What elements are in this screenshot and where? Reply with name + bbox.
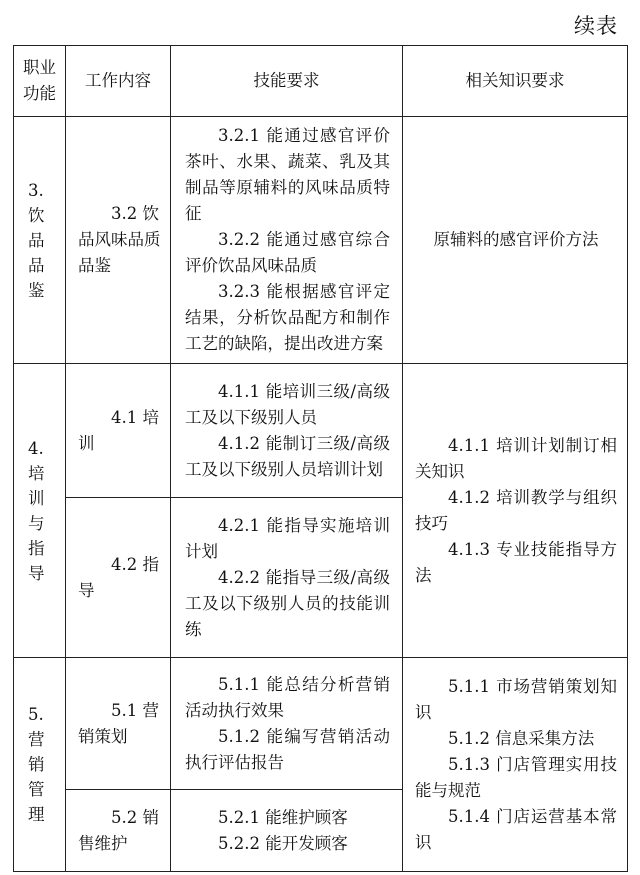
skill-item: 4.2.2 能指导三级/高级工及以下级别人员的技能训练: [185, 567, 390, 639]
table-row: [14, 117, 628, 364]
function-name: 营销管理: [28, 730, 45, 824]
skill-item: 3.2.2 能通过感官综合评价饮品风味品质: [185, 230, 390, 275]
table-row: [14, 658, 628, 790]
skill-item: 5.1.1 能总结分析营销活动执行效果: [185, 674, 390, 720]
function-cell-5: [14, 658, 66, 872]
header-work: 工作内容: [66, 46, 171, 117]
knowledge-item: 4.1.2 培训教学与组织技巧: [415, 487, 617, 533]
function-cell-4: [14, 364, 66, 658]
skill-item: 3.2.1 能通过感官评价茶叶、水果、蔬菜、乳及其制品等原辅料的风味品质特征: [185, 126, 390, 223]
function-cell-3: [14, 117, 66, 364]
skill-cell: [171, 658, 403, 790]
work-cell: 4.1 培训: [66, 364, 171, 498]
function-name: 培训与指导: [28, 463, 45, 583]
knowledge-item: 4.1.3 专业技能指导方法: [415, 539, 617, 585]
work-cell: 5.2 销售维护: [66, 790, 171, 872]
function-name: 饮品品鉴: [28, 205, 45, 300]
knowledge-item: 4.1.1 培训计划制订相关知识: [415, 435, 617, 481]
work-cell: 5.1 营销策划: [66, 658, 171, 790]
table-header-row: [14, 46, 628, 117]
knowledge-item: 5.1.3 门店管理实用技能与规范: [415, 754, 617, 800]
skill-cell: [171, 790, 403, 872]
skill-item: 5.1.2 能编写营销活动执行评估报告: [185, 726, 390, 772]
knowledge-item: 5.1.2 信息采集方法: [448, 728, 595, 748]
knowledge-item: 原辅料的感官评价方法: [433, 230, 599, 249]
knowledge-item: 5.1.4 门店运营基本常识: [415, 806, 617, 852]
header-knowledge: 相关知识要求: [403, 46, 628, 117]
work-cell: 3.2 饮品风味品质品鉴: [66, 117, 171, 364]
knowledge-cell: [403, 658, 628, 872]
table-row: [14, 364, 628, 498]
skill-item: 4.1.1 能培训三级/高级工及以下级别人员: [185, 381, 390, 427]
skill-item: 4.2.1 能指导实施培训计划: [185, 515, 390, 561]
continued-label: 续表: [574, 14, 618, 38]
skill-cell: [171, 498, 403, 658]
knowledge-cell: [403, 117, 628, 364]
function-number: 4.: [28, 438, 44, 458]
skill-requirements-table: [13, 45, 628, 872]
skill-item: 5.2.1 能维护顾客: [218, 807, 348, 827]
skill-cell: [171, 364, 403, 498]
header-function: 职业功能: [14, 46, 66, 117]
skill-item: 5.2.2 能开发顾客: [218, 833, 348, 853]
function-number: 3.: [28, 180, 44, 200]
work-cell: 4.2 指导: [66, 498, 171, 658]
skill-item: 3.2.3 能根据感官评定结果，分析饮品配方和制作工艺的缺陷，提出改进方案: [185, 282, 390, 353]
function-number: 5.: [28, 705, 44, 724]
header-skill: 技能要求: [171, 46, 403, 117]
knowledge-item: 5.1.1 市场营销策划知识: [415, 676, 617, 722]
skill-item: 4.1.2 能制订三级/高级工及以下级别人员培训计划: [185, 433, 390, 479]
knowledge-cell: [403, 364, 628, 658]
skill-cell: [171, 117, 403, 364]
